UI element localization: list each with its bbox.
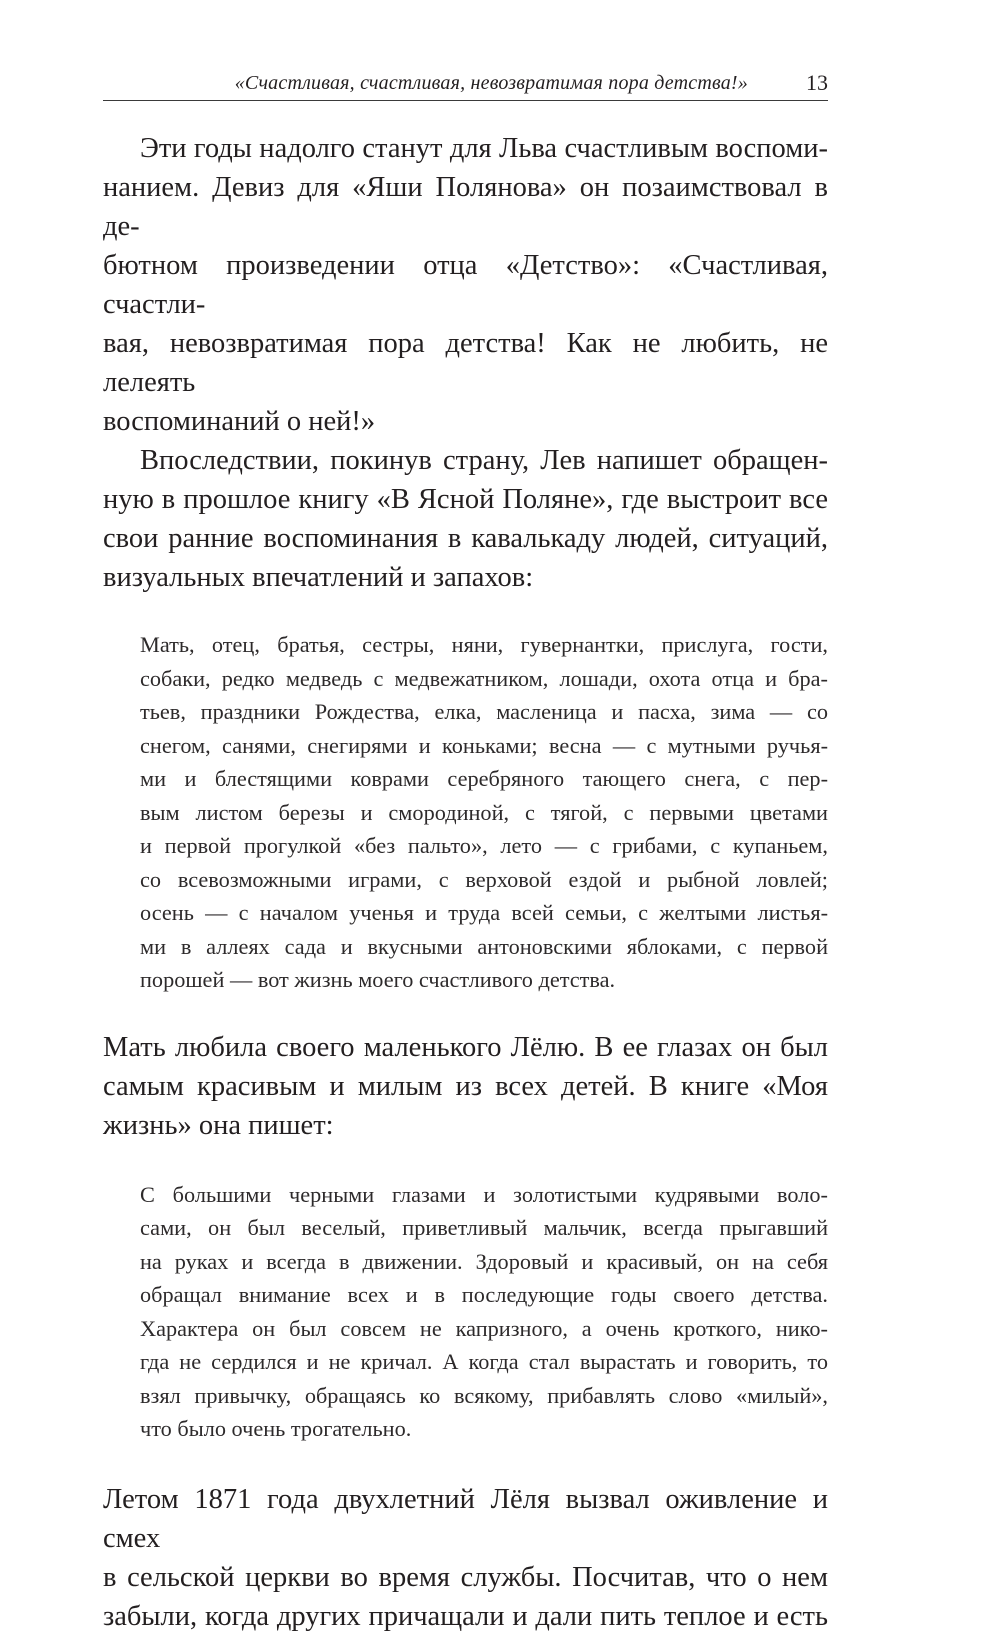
quote-line: ми в аллеях сада и вкусными антоновскими яблоками, с первой — [140, 933, 828, 959]
quote-line: Характера он был совсем не капризного, а очень кроткого, нико- — [140, 1315, 828, 1341]
quote-line: со всевозможными играми, с верховой ездой и рыбной ловлей; — [140, 866, 828, 892]
quote-line: вым листом березы и смородиной, с тягой, с первыми цветами — [140, 799, 828, 825]
text-line: Эти годы надолго станут для Льва счастливым воспоми- — [140, 133, 828, 164]
text-line: бютном произведении отца «Детство»: «Счастливая, счастли- — [103, 250, 828, 320]
text-line: воспоминаний о ней!» — [103, 406, 376, 437]
text-line: визуальных впечатлений и запахов: — [103, 562, 534, 593]
quote-line: Мать, отец, братья, сестры, няни, гувернантки, прислуга, гости, — [140, 632, 828, 657]
quote-line: тьев, праздники Рождества, елка, масленица и пасха, зима — со — [140, 699, 828, 724]
text-line: самым красивым и милым из всех детей. В книге «Моя — [103, 1070, 828, 1102]
paragraph-2 — [103, 441, 828, 597]
text-line: в сельской церкви во время службы. Посчитав, что о нем — [103, 1561, 828, 1593]
text-line: Мать любила своего маленького Лёлю. В ее глазах он был — [103, 1031, 828, 1063]
text-line: забыли, когда других причащали и дали пить теплое и есть — [103, 1600, 828, 1632]
quote-line: С большими черными глазами и золотистыми кудрявыми воло- — [140, 1181, 828, 1207]
quote-line: гда не сердился и не кричал. А когда стал вырастать и говорить, то — [140, 1349, 828, 1374]
quote-line: сами, он был веселый, приветливый мальчик, всегда прыгавший — [140, 1215, 828, 1240]
paragraph-1 — [103, 129, 828, 441]
running-title: «Счастливая, счастливая, невозвратимая пора детства!» — [234, 72, 748, 94]
quote-line: порошей — вот жизнь моего счастливого детства. — [140, 967, 616, 992]
page-number: 13 — [806, 70, 828, 95]
text-line: Летом 1871 года двухлетний Лёля вызвал оживление и смех — [103, 1483, 828, 1554]
quote-line: собаки, редко медведь с медвежатником, лошади, охота отца и бра- — [140, 665, 828, 691]
paragraph-3 — [103, 1028, 828, 1145]
quote-line: осень — с началом ученья и труда всей семьи, с желтыми листья- — [140, 900, 828, 925]
quote-line: снегом, санями, снегирями и коньками; весна — с мутными ручья- — [140, 732, 828, 758]
quote-line: что было очень трогательно. — [140, 1416, 412, 1441]
text-line: жизнь» она пишет: — [103, 1109, 334, 1141]
running-header — [103, 66, 828, 101]
text-line: нанием. Девиз для «Яши Полянова» он позаимствовал в де- — [103, 172, 828, 242]
quote-line: и первой прогулкой «без пальто», лето — с грибами, с купаньем, — [140, 833, 828, 858]
block-quote-1 — [103, 628, 828, 997]
text-line: вая, невозвратимая пора детства! Как не любить, не лелеять — [103, 328, 828, 398]
text-line: ную в прошлое книгу «В Ясной Поляне», где выстроит все — [103, 484, 828, 515]
book-page — [103, 66, 828, 1636]
text-line: свои ранние воспоминания в кавалькаду людей, ситуаций, — [103, 523, 828, 554]
quote-line: ми и блестящими коврами серебряного тающего снега, с пер- — [140, 766, 828, 791]
block-quote-2 — [103, 1178, 828, 1446]
quote-line: взял привычку, обращаясь ко всякому, прибавлять слово «милый», — [140, 1382, 828, 1408]
paragraph-4 — [103, 1480, 828, 1636]
quote-line: обращал внимание всех и в последующие годы своего детства. — [140, 1282, 828, 1307]
text-line: Впоследствии, покинув страну, Лев напишет обращен- — [140, 445, 828, 476]
quote-line: на руках и всегда в движении. Здоровый и красивый, он на себя — [140, 1248, 828, 1274]
